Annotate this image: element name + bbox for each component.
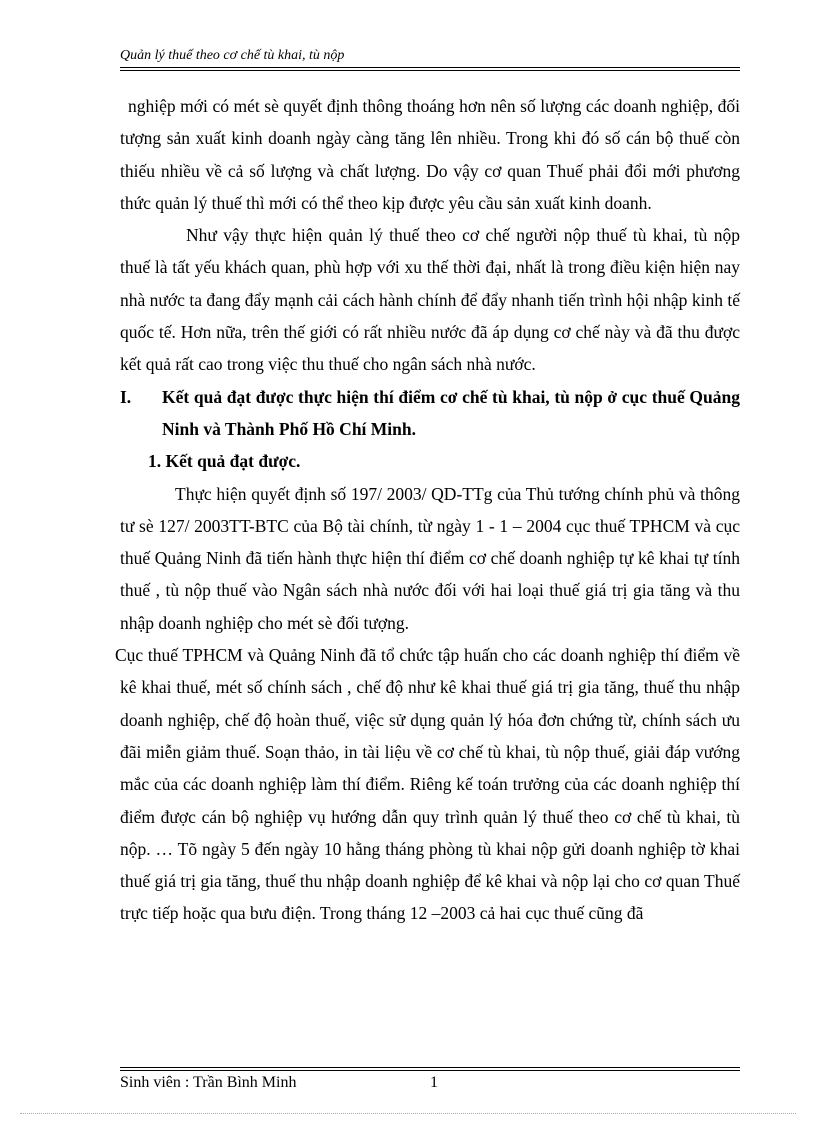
section-heading bbox=[120, 381, 740, 446]
header-rule-bottom bbox=[120, 70, 740, 71]
document-body bbox=[115, 90, 740, 930]
subsection-heading: 1. Kết quả đạt được. bbox=[148, 451, 301, 472]
page-bottom-dotted-line bbox=[20, 1113, 796, 1114]
footer-student-name: Sinh viên : Trần Bình Minh bbox=[120, 1074, 297, 1091]
paragraph: Thực hiện quyết định số 197/ 2003/ QD-TTg của Thủ tướng chính phủ và thông tư sè 127/ 2003TT-BTC của Bộ tài chính, từ ngày 1 - 1 – 2004 cục thuế TPHCM và cục thuế Quảng Ninh đã tiến hành thực hiện thí điểm cơ chế doanh nghiệp tự kê khai tự tính thuế , tù nộp thuế vào Ngân sách nhà nước đối với hai loại thuế giá trị gia tăng và thu nhập doanh nghiệp cho mét sè đối tượng. bbox=[120, 483, 740, 633]
page-number: 1 bbox=[430, 1074, 438, 1091]
paragraph: nghiệp mới có mét sè quyết định thông thoáng hơn nên số lượng các doanh nghiệp, đối tượng sản xuất kinh doanh ngày càng tăng lên nhiều. Trong khi đó số cán bộ thuế còn thiếu nhiều về cả số lượng và chất lượng. Do vậy cơ quan Thuế phải đổi mới phương thức quản lý thuế thì mới có thể theo kịp được yêu cầu sản xuất kinh doanh. bbox=[120, 96, 740, 213]
paragraph: Cục thuế TPHCM và Quảng Ninh đã tổ chức tập huấn cho các doanh nghiệp thí điểm về kê khai thuế, mét số chính sách , chế độ như kê khai thuế giá trị gia tăng, thuế thu nhập doanh nghiệp, chế độ hoàn thuế, việc sử dụng quản lý hóa đơn chứng từ, chính sách ưu đãi miễn giảm thuế. Soạn thảo, in tài liệu về cơ chế tù khai, tù nộp thuế, giải đáp vướng mắc của các doanh nghiệp làm thí điểm. Riêng kế toán trưởng của các doanh nghiệp thí điểm được cán bộ nghiệp vụ hướng dẫn quy trình quản lý thuế theo cơ chế tù khai, tù nộp. … Tõ ngày 5 đến ngày 10 hằng tháng phòng tù khai nộp gửi doanh nghiệp tờ khai thuế giá trị gia tăng, thuế thu nhập doanh nghiệp để kê khai và nộp lại cho cơ quan Thuế trực tiếp hoặc qua bưu điện. Trong tháng 12 –2003 cả hai cục thuế cũng đã bbox=[115, 645, 740, 924]
footer-rule-bottom bbox=[120, 1070, 740, 1071]
section-title: Kết quả đạt được thực hiện thí điểm cơ chế tù khai, tù nộp ở cục thuế Quảng Ninh và Thành Phố Hồ Chí Minh. bbox=[162, 386, 740, 439]
section-number: I. bbox=[120, 386, 132, 407]
header-rule-top bbox=[120, 67, 740, 68]
paragraph: Như vậy thực hiện quản lý thuế theo cơ chế người nộp thuế tù khai, tù nộp thuế là tất yếu khách quan, phù hợp với xu thế thời đại, nhất là trong điều kiện hiện nay nhà nước ta đang đẩy mạnh cải cách hành chính để đẩy nhanh tiến trình hội nhập kinh tế quốc tế. Hơn nữa, trên thế giới có rất nhiều nước đã áp dụng cơ chế này và đã thu được kết quả rất cao trong việc thu thuế cho ngân sách nhà nước. bbox=[120, 225, 740, 375]
page-header-title: Quản lý thuế theo cơ chế tù khai, tù nộp bbox=[120, 48, 345, 63]
footer-rule-top bbox=[120, 1067, 740, 1068]
